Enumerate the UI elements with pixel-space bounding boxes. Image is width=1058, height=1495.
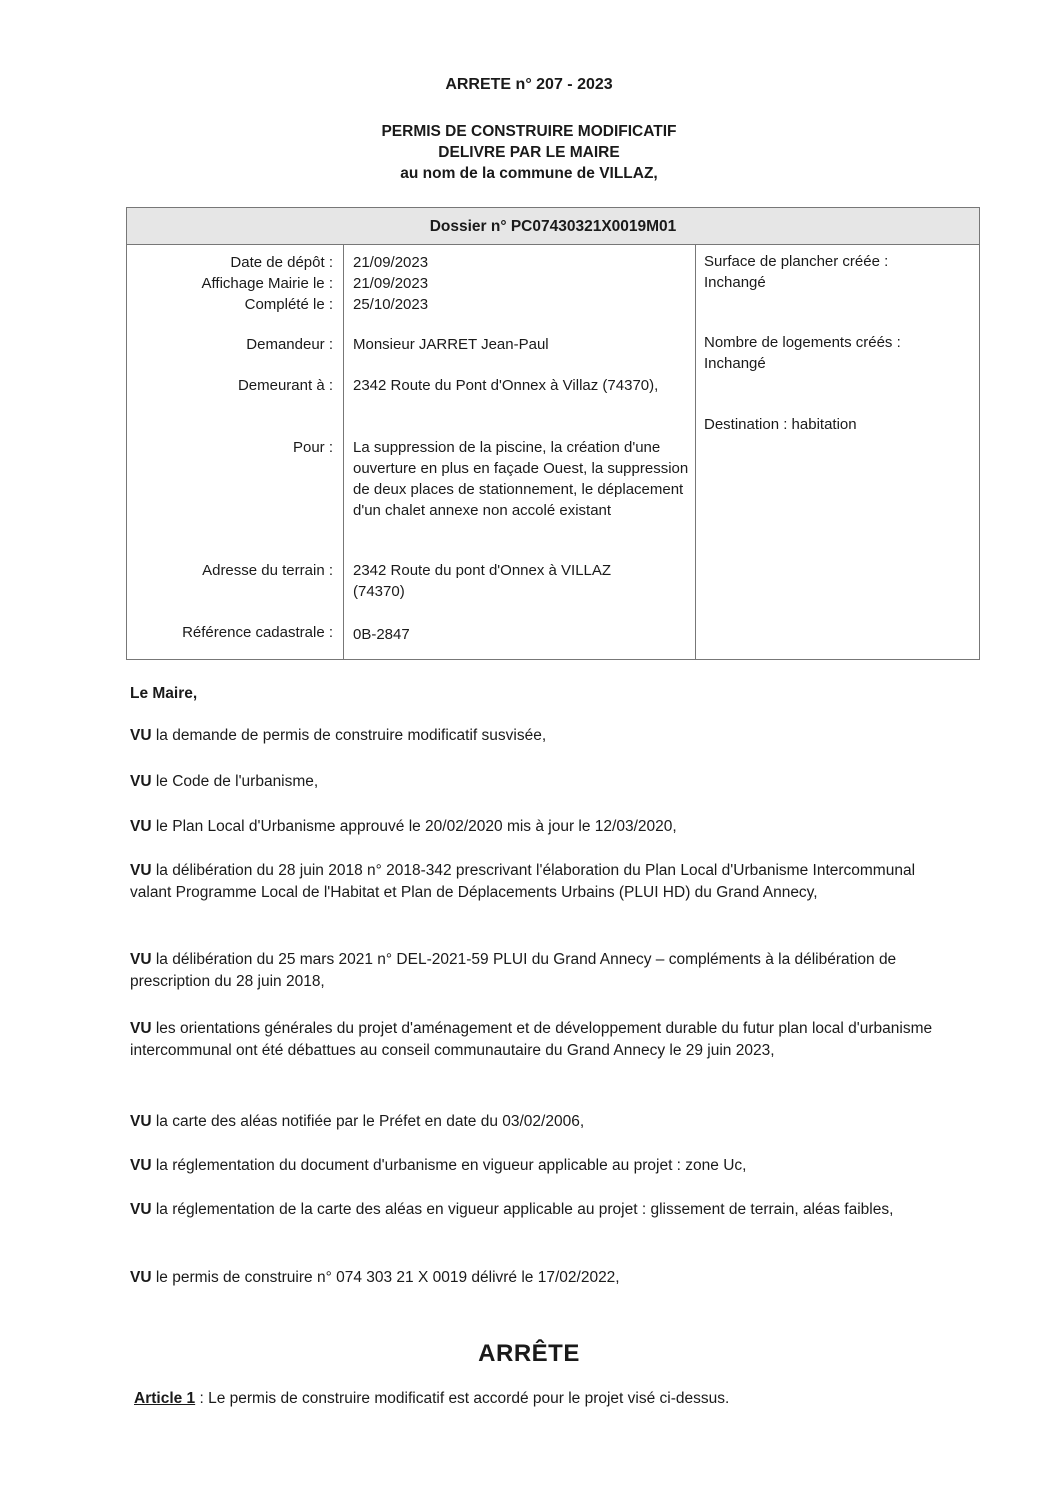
vu-paragraph	[130, 1155, 950, 1177]
vu-keyword: VU	[130, 773, 152, 790]
document-heading	[0, 121, 1058, 184]
pour-value: La suppression de la piscine, la création d'une ouverture en plus en façade Ouest, la suppression de deux places de stationnement, le déplacement d'un chalet annexe non accolé existant	[353, 439, 689, 519]
vu-text: la délibération du 28 juin 2018 n° 2018-342 prescrivant l'élaboration du Plan Local d'Urbanisme Intercommunal valant Programme Local de l'Habitat et Plan de Déplacements Urbains (PLUI HD) du Grand Annecy,	[130, 862, 916, 901]
demeurant-label: Demeurant à :	[237, 377, 333, 394]
vu-paragraph	[130, 1199, 950, 1221]
heading-line-3: au nom de la commune de VILLAZ,	[400, 165, 658, 182]
vu-paragraph	[130, 860, 950, 904]
arrete-number: ARRETE n° 207 - 2023	[445, 76, 613, 93]
adresse-value: 2342 Route du pont d'Onnex à VILLAZ (74370)	[353, 562, 612, 600]
vu-keyword: VU	[130, 1113, 152, 1130]
vu-text: le permis de construire n° 074 303 21 X 0019 délivré le 17/02/2022,	[155, 1269, 620, 1286]
complete-value: 25/10/2023	[353, 296, 429, 313]
vu-text: la carte des aléas notifiée par le Préfet en date du 03/02/2006,	[155, 1113, 585, 1130]
vu-text: la demande de permis de construire modificatif susvisée,	[155, 727, 547, 744]
vu-keyword: VU	[130, 1020, 152, 1037]
adresse-label: Adresse du terrain :	[202, 562, 333, 579]
vu-paragraph	[130, 725, 950, 747]
vu-keyword: VU	[130, 1157, 152, 1174]
destination: Destination : habitation	[704, 416, 857, 433]
dossier-title: Dossier n° PC07430321X0019M01	[127, 208, 979, 245]
cadastre-value: 0B-2847	[353, 626, 410, 643]
arrete-title: ARRÊTE	[478, 1340, 580, 1367]
surface-value: Inchangé	[704, 274, 766, 291]
vu-keyword: VU	[130, 818, 152, 835]
affichage-label: Affichage Mairie le :	[201, 275, 333, 292]
article-text: : Le permis de construire modificatif est accordé pour le projet visé ci-dessus.	[195, 1390, 730, 1407]
demeurant-value: 2342 Route du Pont d'Onnex à Villaz (74370),	[353, 377, 659, 394]
vu-text: les orientations générales du projet d'aménagement et de développement durable du futur plan local d'urbanisme intercommunal ont été débattues au conseil communautaire du Grand Annecy le 29 juin 2023,	[130, 1020, 933, 1059]
heading-line-1: PERMIS DE CONSTRUIRE MODIFICATIF	[381, 123, 677, 140]
vu-text: le Plan Local d'Urbanisme approuvé le 20/02/2020 mis à jour le 12/03/2020,	[155, 818, 677, 835]
column-divider-left	[343, 245, 344, 659]
vu-keyword: VU	[130, 727, 152, 744]
vu-keyword: VU	[130, 1201, 152, 1218]
le-maire: Le Maire,	[130, 685, 198, 702]
demandeur-label: Demandeur :	[246, 336, 333, 353]
article-label: Article 1	[134, 1390, 196, 1407]
dossier-box	[126, 207, 980, 660]
logements-value: Inchangé	[704, 355, 766, 372]
demandeur-value: Monsieur JARRET Jean-Paul	[353, 336, 549, 353]
article-1	[134, 1390, 729, 1408]
surface-label: Surface de plancher créée :	[704, 253, 889, 270]
vu-text: la réglementation du document d'urbanisme en vigueur applicable au projet : zone Uc,	[155, 1157, 747, 1174]
vu-keyword: VU	[130, 951, 152, 968]
vu-paragraph	[130, 1018, 950, 1062]
heading-line-2: DELIVRE PAR LE MAIRE	[438, 144, 620, 161]
vu-keyword: VU	[130, 862, 152, 879]
date-depot-label: Date de dépôt :	[230, 254, 333, 271]
vu-paragraph	[130, 816, 950, 838]
cadastre-label: Référence cadastrale :	[182, 624, 333, 641]
vu-paragraph	[130, 1267, 950, 1289]
vu-text: le Code de l'urbanisme,	[155, 773, 319, 790]
logements-label: Nombre de logements créés :	[704, 334, 901, 351]
affichage-value: 21/09/2023	[353, 275, 429, 292]
vu-paragraph	[130, 771, 950, 793]
vu-paragraph	[130, 949, 950, 993]
column-divider-right	[695, 245, 696, 659]
vu-text: la délibération du 25 mars 2021 n° DEL-2021-59 PLUI du Grand Annecy – compléments à la délibération de prescription du 28 juin 2018,	[130, 951, 897, 990]
date-depot-value: 21/09/2023	[353, 254, 429, 271]
vu-text: la réglementation de la carte des aléas en vigueur applicable au projet : glissement de terrain, aléas faibles,	[155, 1201, 894, 1218]
vu-paragraph	[130, 1111, 950, 1133]
pour-label: Pour :	[292, 439, 333, 456]
complete-label: Complété le :	[244, 296, 333, 313]
vu-keyword: VU	[130, 1269, 152, 1286]
